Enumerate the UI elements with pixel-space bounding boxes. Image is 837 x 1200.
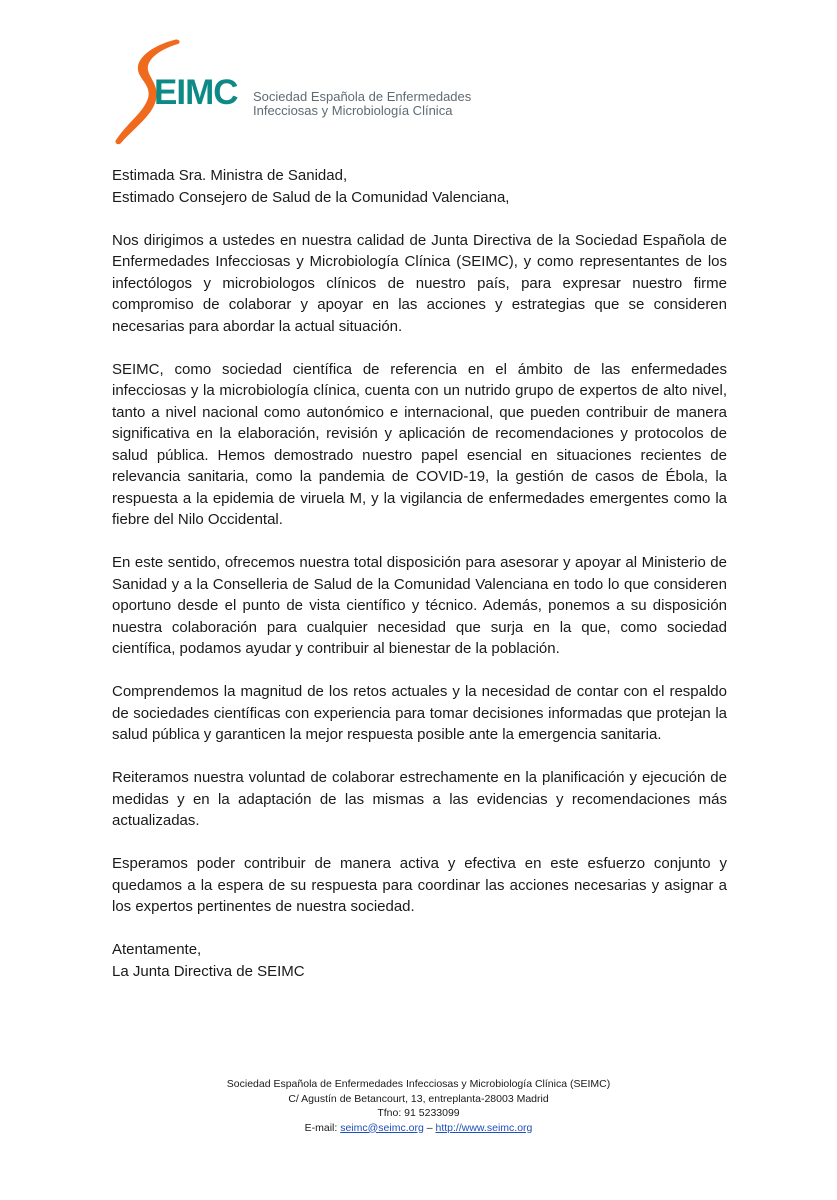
closing [112,939,727,982]
society-name [253,90,471,118]
closing-regards: Atentamente, [112,941,202,958]
paragraph-2: SEIMC, como sociedad científica de referencia en el ámbito de las enfermedades infecciosas y la microbiología clínica, cuenta con un nutrido grupo de expertos de alto nivel, tanto a nivel nacional como autonómico e internacional, que pueden contribuir de manera significativa en la elaboración, revisión y aplicación de recomendaciones y protocolos de salud pública. Hemos demostrado nuestro papel esencial en situaciones recientes de relevancia sanitaria, como la pandemia de COVID-19, la gestión de casos de Ébola, la respuesta a la epidemia de viruela M, y la vigilancia de enfermedades emergentes como la fiebre del Nilo Occidental. [112,360,727,528]
footer-society-name: Sociedad Española de Enfermedades Infecciosas y Microbiología Clínica (SEIMC) [226,1078,611,1090]
paragraph-6: Esperamos poder contribuir de manera activa y efectiva en este esfuerzo conjunto y quedamos a la espera de su respuesta para coordinar las acciones necesarias y asignar a los expertos pertinentes de nuestra sociedad. [112,855,727,915]
footer-email-label: E-mail: [304,1121,341,1134]
footer-email-link[interactable]: seimc@seimc.org [340,1121,424,1134]
seimc-logo [108,36,472,148]
footer-phone: Tfno: 91 5233099 [377,1107,460,1119]
society-name-line1: Sociedad Española de Enfermedades [253,89,472,104]
salutation-councillor: Estimado Consejero de Salud de la Comunidad Valenciana, [112,188,510,206]
closing-signature: La Junta Directiva de SEIMC [112,962,305,980]
letter-body [112,165,727,982]
footer-contact [0,1121,837,1136]
salutation-minister: Estimada Sra. Ministra de Sanidad, [112,167,348,184]
footer-website-link[interactable]: http://www.seimc.org [435,1121,533,1134]
paragraph-3: En este sentido, ofrecemos nuestra total disposición para asesorar y apoyar al Ministerio de Sanidad y a la Conselleria de Salud de la Comunidad Valenciana en todo lo que consideren oportuno desde el punto de vista científico y técnico. Además, ponemos a su disposición nuestra colaboración para cualquier necesidad que surja en la que, como sociedad científica, podamos ayudar y contribuir al bienestar de la población. [112,554,727,657]
footer-address: C/ Agustín de Betancourt, 13, entreplanta-28003 Madrid [288,1092,549,1105]
footer-separator: – [423,1121,436,1134]
letter-footer [0,1077,837,1135]
seimc-wordmark: EIMC [154,73,238,112]
paragraph-5: Reiteramos nuestra voluntad de colaborar estrechamente en la planificación y ejecución de medidas y en la adaptación de las mismas a las evidencias y recomendaciones más actualizadas. [112,769,727,829]
paragraph-4: Comprendemos la magnitud de los retos actuales y la necesidad de contar con el respaldo de sociedades científicas con experiencia para tomar decisiones informadas que protejan la salud pública y garanticen la mejor respuesta posible ante la emergencia sanitaria. [112,683,727,743]
greeting [112,165,727,208]
paragraph-1: Nos dirigimos a ustedes en nuestra calidad de Junta Directiva de la Sociedad Española de Enfermedades Infecciosas y Microbiología Clínica (SEIMC), y como representantes de los infectólogos y microbiologos clínicos de nuestro país, para expresar nuestro firme compromiso de colaborar y apoyar en las acciones y estrategias que se consideren necesarias para abordar la actual situación. [112,231,727,335]
society-name-line2: Infecciosas y Microbiología Clínica [253,103,453,118]
